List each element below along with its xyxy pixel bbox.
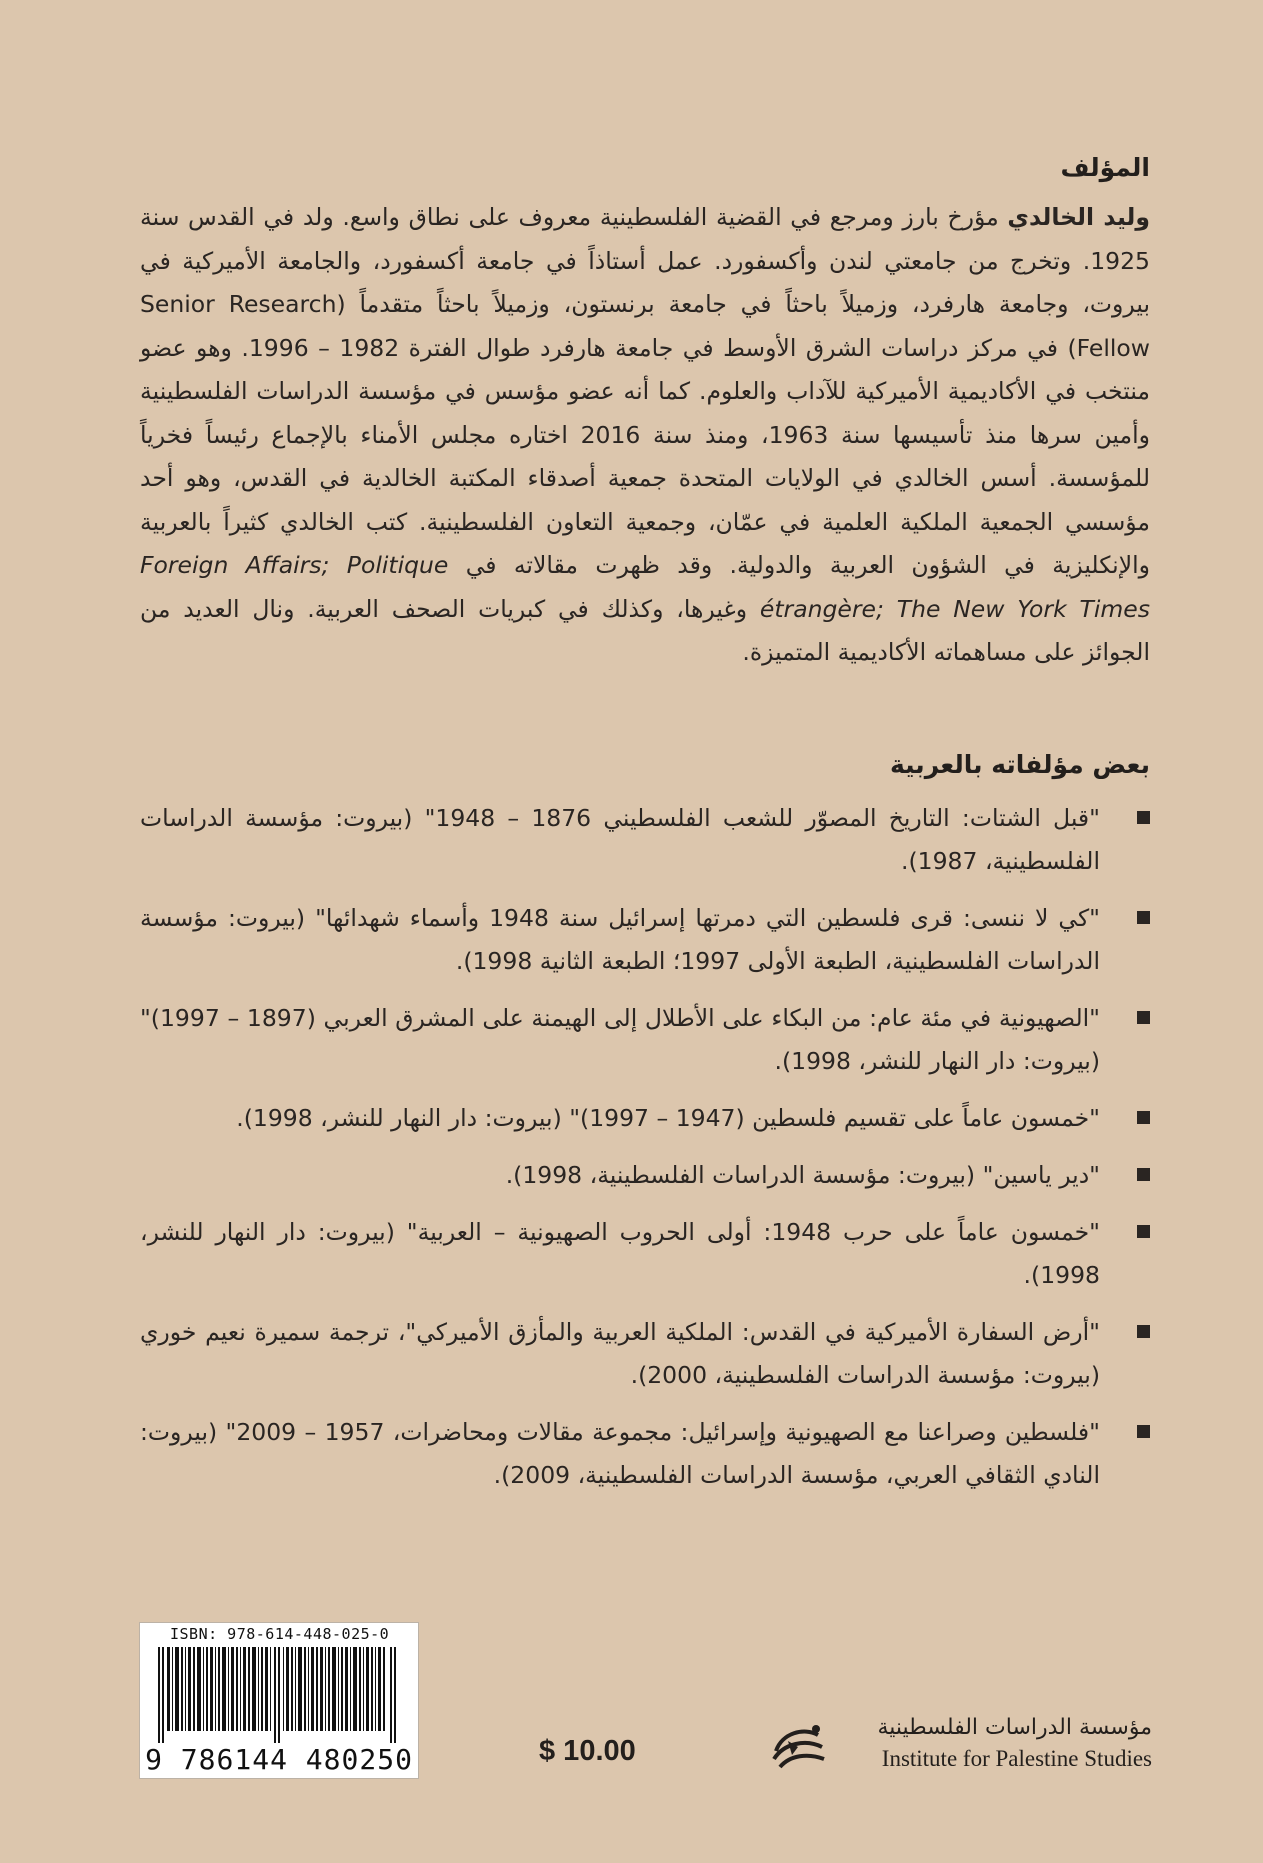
work-title: "خمسون عاماً على تقسيم فلسطين (1947 – 1997)" xyxy=(569,1103,1100,1132)
list-item xyxy=(140,1411,1150,1497)
bio-text-2: ) في مركز دراسات الشرق الأوسط في جامعة هارفرد طوال الفترة 1982 – 1996. وهو عضو منتخب في الأكاديمية الأميركية للآداب والعلوم. كما أنه عضو مؤسس في مؤسسة الدراسات الفلسطينية وأمين سرها منذ تأسيسها سنة 1963، ومنذ سنة 2016 اختاره مجلس الأمناء بالإجماع رئيساً فخرياً للمؤسسة. أسس الخالدي في الولايات المتحدة جمعية أصدقاء المكتبة الخالدية في القدس، وهو أحد مؤسسي الجمعية الملكية العلمية في عمّان، وجمعية التعاون الفلسطينية. كتب الخالدي كثيراً بالعربية والإنكليزية في الشؤون العربية والدولية. وقد ظهرت مقالاته في xyxy=(140,333,1151,579)
author-name: وليد الخالدي xyxy=(1007,203,1150,231)
cover-text xyxy=(140,148,1150,1511)
work-publication: (بيروت: دار النهار للنشر، 1998). xyxy=(236,1103,570,1132)
publisher-logo-icon xyxy=(770,1721,828,1773)
work-publication: (بيروت: مؤسسة الدراسات الفلسطينية، 1987). xyxy=(140,803,1100,875)
author-heading: المؤلف xyxy=(1060,153,1150,182)
work-title: "الصهيونية في مئة عام: من البكاء على الأطلال إلى الهيمنة على المشرق العربي (1897 – 1997)" xyxy=(140,1003,1100,1032)
work-title: "قبل الشتات: التاريخ المصوّر للشعب الفلسطيني 1876 – 1948" xyxy=(424,803,1100,832)
square-bullet-icon xyxy=(1137,1425,1150,1438)
work-title: "فلسطين وصراعنا مع الصهيونية وإسرائيل: مجموعة مقالات ومحاضرات، 1957 – 2009" xyxy=(225,1417,1100,1446)
list-item xyxy=(140,797,1150,883)
work-title: "أرض السفارة الأميركية في القدس: الملكية العربية والمأزق الأميركي" xyxy=(405,1317,1100,1346)
publisher-block xyxy=(770,1713,1165,1783)
publisher-name-english: Institute for Palestine Studies xyxy=(881,1746,1152,1771)
work-title: "دير ياسين" xyxy=(982,1160,1100,1189)
work-title: "كي لا ننسى: قرى فلسطين التي دمرتها إسرائيل سنة 1948 وأسماء شهدائها" xyxy=(315,903,1100,932)
isbn-label: ISBN: 978-614-448-025-0 xyxy=(170,1625,390,1643)
work-title: "خمسون عاماً على حرب 1948: أولى الحروب الصهيونية – العربية" xyxy=(406,1217,1100,1246)
list-item xyxy=(140,1097,1150,1140)
work-publication: (بيروت: دار النهار للنشر، 1998). xyxy=(774,1046,1100,1075)
square-bullet-icon xyxy=(1137,1168,1150,1181)
works-heading: بعض مؤلفاته بالعربية xyxy=(889,749,1150,779)
work-publication: (بيروت: مؤسسة الدراسات الفلسطينية، 1998). xyxy=(505,1160,983,1189)
square-bullet-icon xyxy=(1137,1325,1150,1338)
bio-journals: Foreign Affairs; Politique étrangère; The New York Times xyxy=(140,551,1150,623)
price-label: $ 10.00 xyxy=(539,1735,636,1767)
work-publication: ، ترجمة سميرة نعيم خوري (بيروت: مؤسسة الدراسات الفلسطينية، 2000). xyxy=(140,1317,1100,1389)
work-publication: (بيروت: النادي الثقافي العربي، مؤسسة الدراسات الفلسطينية، 2009). xyxy=(140,1417,1100,1489)
barcode-digits: 9 786144 480250 xyxy=(145,1743,413,1776)
list-item xyxy=(140,1311,1150,1397)
list-item xyxy=(140,1154,1150,1197)
bio-text-1: مؤرخ بارز ومرجع في القضية الفلسطينية معروف على نطاق واسع. ولد في القدس سنة 1925. وتخرج من جامعتي لندن وأكسفورد. عمل أستاذاً في جامعة أكسفورد، والجامعة الأميركية في بيروت، وجامعة هارفرد، وزميلاً باحثاً في جامعة برنستون، وزميلاً باحثاً متقدماً ( xyxy=(140,203,1150,318)
work-publication: (بيروت: دار النهار للنشر، 1998). xyxy=(140,1217,1100,1289)
square-bullet-icon xyxy=(1137,1011,1150,1024)
list-item xyxy=(140,1211,1150,1297)
list-item xyxy=(140,997,1150,1083)
square-bullet-icon xyxy=(1137,911,1150,924)
square-bullet-icon xyxy=(1137,811,1150,824)
works-list xyxy=(140,797,1150,1497)
list-item xyxy=(140,897,1150,983)
bio-text-3: وغيرها، وكذلك في كبريات الصحف العربية. ونال العديد من الجوائز على مساهماته الأكاديمية المتميزة. xyxy=(140,594,1150,666)
barcode-bars-icon xyxy=(158,1647,400,1743)
isbn-barcode xyxy=(139,1622,419,1779)
square-bullet-icon xyxy=(1137,1225,1150,1238)
square-bullet-icon xyxy=(1137,1111,1150,1124)
publisher-name-arabic: مؤسسة الدراسات الفلسطينية xyxy=(877,1715,1152,1740)
author-bio xyxy=(140,196,1150,675)
work-publication: (بيروت: مؤسسة الدراسات الفلسطينية، الطبعة الأولى 1997؛ الطبعة الثانية 1998). xyxy=(140,903,1100,975)
bio-english-role: Senior Research Fellow xyxy=(140,290,1150,362)
